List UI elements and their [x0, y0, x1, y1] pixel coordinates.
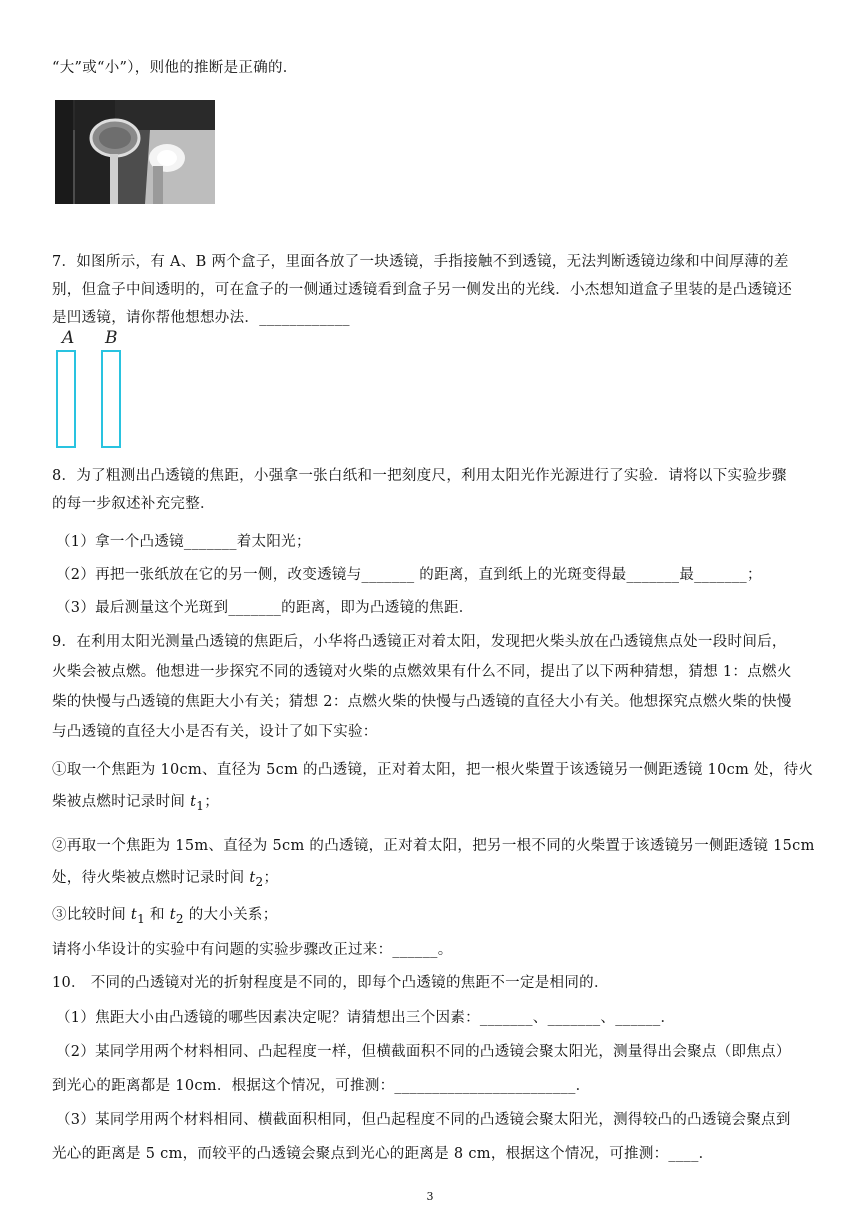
- q9-line-4: 与凸透镜的直径大小是否有关，设计了如下实验：: [52, 724, 378, 740]
- page-number: 3: [426, 1190, 434, 1203]
- sub-2: 2: [255, 874, 264, 889]
- sub-1: 1: [196, 798, 205, 813]
- box-b-label: B: [105, 328, 118, 348]
- q6-tail-text: “大”或“小”），则他的推断是正确的．: [52, 60, 298, 76]
- q8-step-2: （2）再把一张纸放在它的另一侧，改变透镜与_______ 的距离，直到纸上的光斑变得最_______最_______；: [56, 567, 762, 583]
- box-a-label: A: [62, 328, 75, 348]
- q10-line-1: 10． 不同的凸透镜对光的折射程度是不同的，即每个凸透镜的焦距不一定是相同的．: [52, 975, 609, 991]
- q9-line-1: 9．在利用太阳光测量凸透镜的焦距后，小华将凸透镜正对着太阳，发现把火柴头放在凸透镜焦点处一段时间后，: [52, 634, 787, 650]
- var-t: t: [249, 870, 256, 886]
- q8-step-3: （3）最后测量这个光斑到_______的距离，即为凸透镜的焦距．: [56, 600, 474, 616]
- q7-line-1: 7．如图所示，有 A、B 两个盒子，里面各放了一块透镜，手指接触不到透镜，无法判断透镜边缘和中间厚薄的差: [52, 254, 789, 270]
- q10-step-2-a: （2）某同学用两个材料相同、凸起程度一样，但横截面积不同的凸透镜会聚太阳光，测量得出会聚点（即焦点）: [56, 1044, 791, 1060]
- q10-step-1: （1）焦距大小由凸透镜的哪些因素决定呢？请猜想出三个因素：_______、_______、______．: [56, 1010, 676, 1026]
- q10-step-2-b: 到光心的距离都是 10cm．根据这个情况，可推测：________________________．: [52, 1078, 591, 1094]
- q10-step-3-a: （3）某同学用两个材料相同、横截面积相同，但凸起程度不同的凸透镜会聚太阳光，测得较凸的凸透镜会聚点到: [56, 1112, 791, 1128]
- q9-step-1-b: 柴被点燃时记录时间 $t_1$；: [52, 794, 220, 813]
- magnifier-image: [55, 100, 215, 204]
- q10-step-3-b: 光心的距离是 5 cm，而较平的凸透镜会聚点到光心的距离是 8 cm，根据这个情况，可推测：____．: [52, 1146, 714, 1162]
- box-b: [101, 350, 121, 448]
- q7-line-3: 是凹透镜，请你帮他想想办法．____________: [52, 310, 350, 326]
- var-t: t: [190, 794, 197, 810]
- q9-step-2-b: 处，待火柴被点燃时记录时间 $t_2$；: [52, 870, 279, 889]
- q9-step-2-a: ②再取一个焦距为 15m、直径为 5cm 的凸透镜，正对着太阳，把另一根不同的火柴置于该透镜另一侧距透镜 15cm: [52, 838, 815, 854]
- magnifier-photo: [55, 100, 215, 204]
- q9-line-2: 火柴会被点燃。他想进一步探究不同的透镜对火柴的点燃效果有什么不同，提出了以下两种猜想，猜想 1：点燃火: [52, 664, 792, 680]
- q8-step-1: （1）拿一个凸透镜_______着太阳光；: [56, 534, 311, 550]
- q7-line-2: 别，但盒子中间透明的，可在盒子的一侧通过透镜看到盒子另一侧发出的光线．小杰想知道盒子里装的是凸透镜还: [52, 282, 792, 298]
- q9-end: 请将小华设计的实验中有问题的实验步骤改正过来：______。: [52, 942, 453, 958]
- box-a: [56, 350, 76, 448]
- q8-line-1: 8．为了粗测出凸透镜的焦距，小强拿一张白纸和一把刻度尺，利用太阳光作光源进行了实验．请将以下实验步骤: [52, 468, 787, 484]
- q9-line-3: 柴的快慢与凸透镜的焦距大小有关；猜想 2：点燃火柴的快慢与凸透镜的直径大小有关。他想探究点燃火柴的快慢: [52, 694, 792, 710]
- q9-step-1-a: ①取一个焦距为 10cm、直径为 5cm 的凸透镜，正对着太阳，把一根火柴置于该透镜另一侧距透镜 10cm 处，待火: [52, 762, 814, 778]
- q9-step-3: ③比较时间 $t_1$ 和 $t_2$ 的大小关系；: [52, 907, 278, 926]
- q8-line-2: 的每一步叙述补充完整．: [52, 496, 215, 512]
